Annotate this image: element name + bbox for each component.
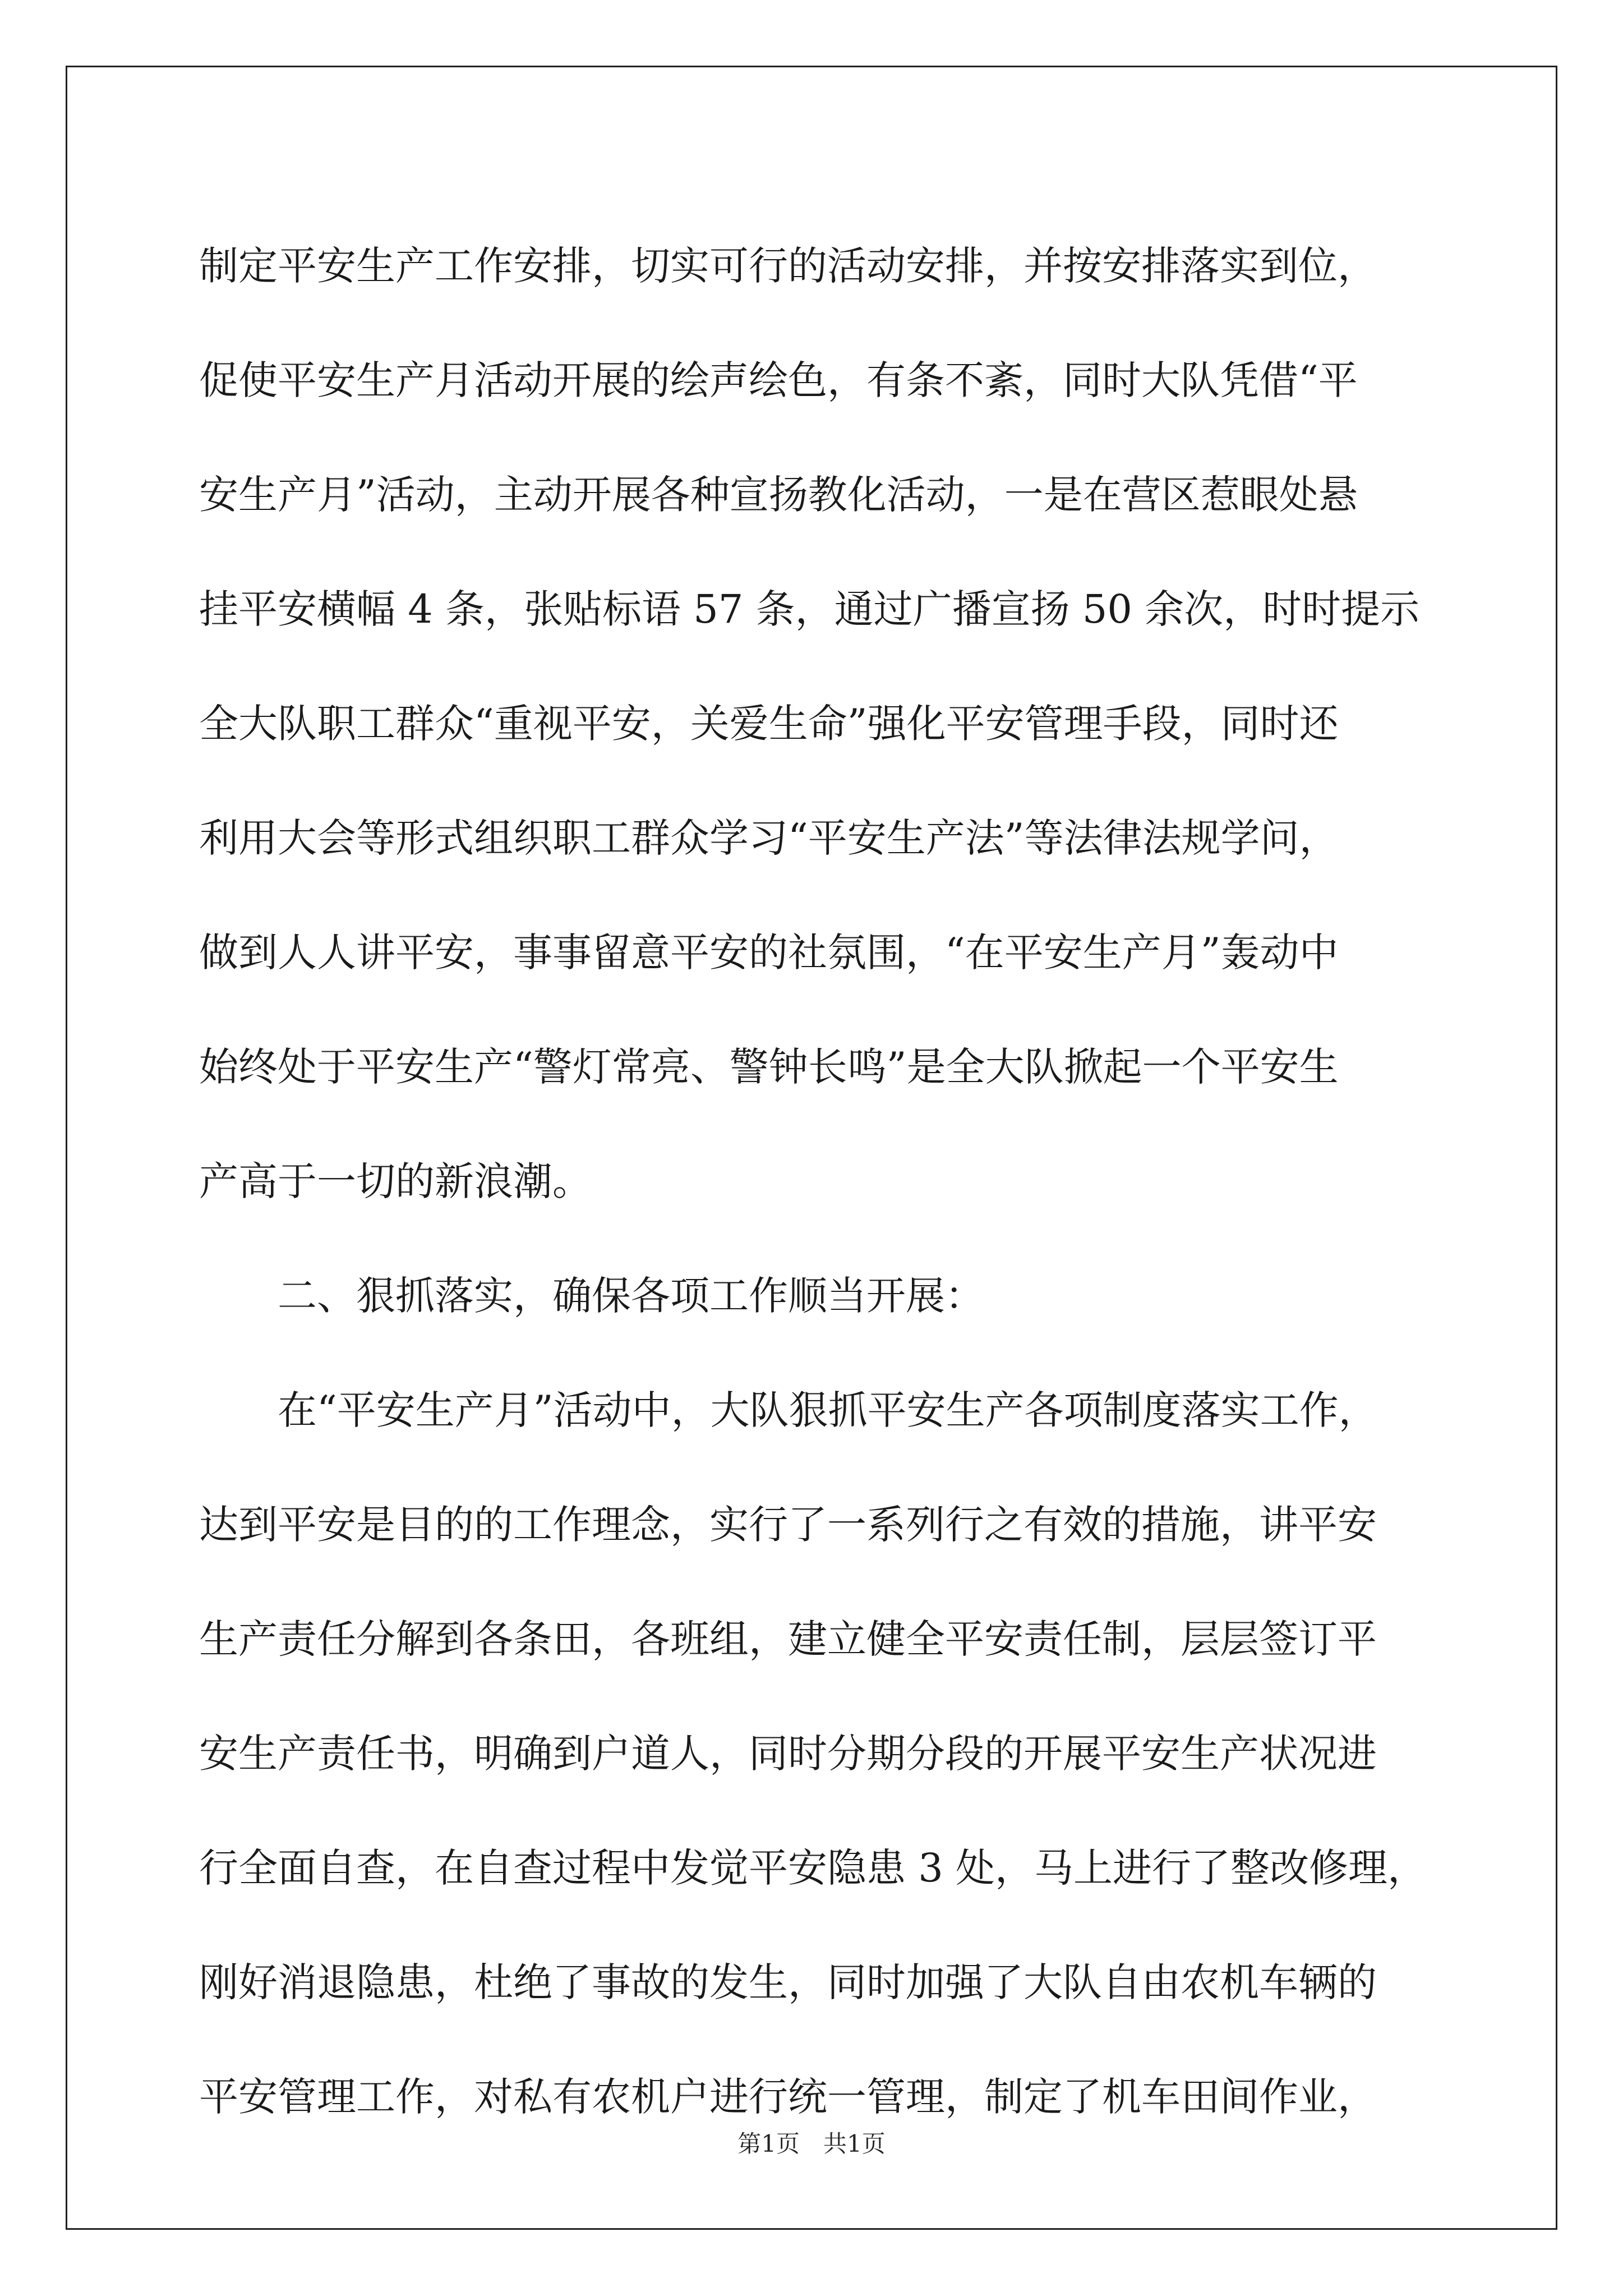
text-line: 做到人人讲平安，事事留意平安的社氛围，“在平安生产月”轰动中	[199, 930, 1339, 976]
text-line: 促使平安生产月活动开展的绘声绘色，有条不紊，同时大队凭借“平	[199, 357, 1358, 403]
text-line: 全大队职工群众“重视平安，关爱生命”强化平安管理手段，同时还	[199, 701, 1339, 747]
text-line: 平安管理工作，对私有农机户进行统一管理，制定了机车田间作业，	[199, 2074, 1377, 2120]
text-line: 达到平安是目的的工作理念，实行了一系列行之有效的措施，讲平安	[199, 1502, 1377, 1548]
text-line: 制定平安生产工作安排，切实可行的活动安排，并按安排落实到位，	[199, 243, 1377, 289]
section-heading: 二、狠抓落实，确保各项工作顺当开展：	[278, 1273, 984, 1319]
text-line: 安生产月”活动，主动开展各种宣扬教化活动，一是在营区惹眼处悬	[199, 472, 1358, 518]
text-line: 始终处于平安生产“警灯常亮、警钟长鸣”是全大队掀起一个平安生	[199, 1044, 1339, 1090]
text-line: 利用大会等形式组织职工群众学习“平安生产法”等法律法规学问，	[199, 815, 1339, 861]
text-line: 行全面自查，在自查过程中发觉平安隐患 3 处，马上进行了整改修理，	[199, 1845, 1427, 1891]
text-line: 安生产责任书，明确到户道人，同时分期分段的开展平安生产状况进	[199, 1731, 1377, 1777]
text-line: 生产责任分解到各条田，各班组，建立健全平安责任制，层层签订平	[199, 1616, 1377, 1662]
text-line: 刚好消退隐患，杜绝了事故的发生，同时加强了大队自由农机车辆的	[199, 1959, 1377, 2005]
document-body	[199, 209, 1433, 2154]
page-footer: 第1页 共1页	[737, 2130, 886, 2157]
paragraph-first-line: 在“平安生产月”活动中，大队狠抓平安生产各项制度落实工作，	[278, 1387, 1378, 1433]
text-line: 挂平安横幅 4 条，张贴标语 57 条，通过广播宣扬 50 余次，时时提示	[199, 586, 1420, 632]
text-line: 产高于一切的新浪潮。	[199, 1158, 592, 1204]
